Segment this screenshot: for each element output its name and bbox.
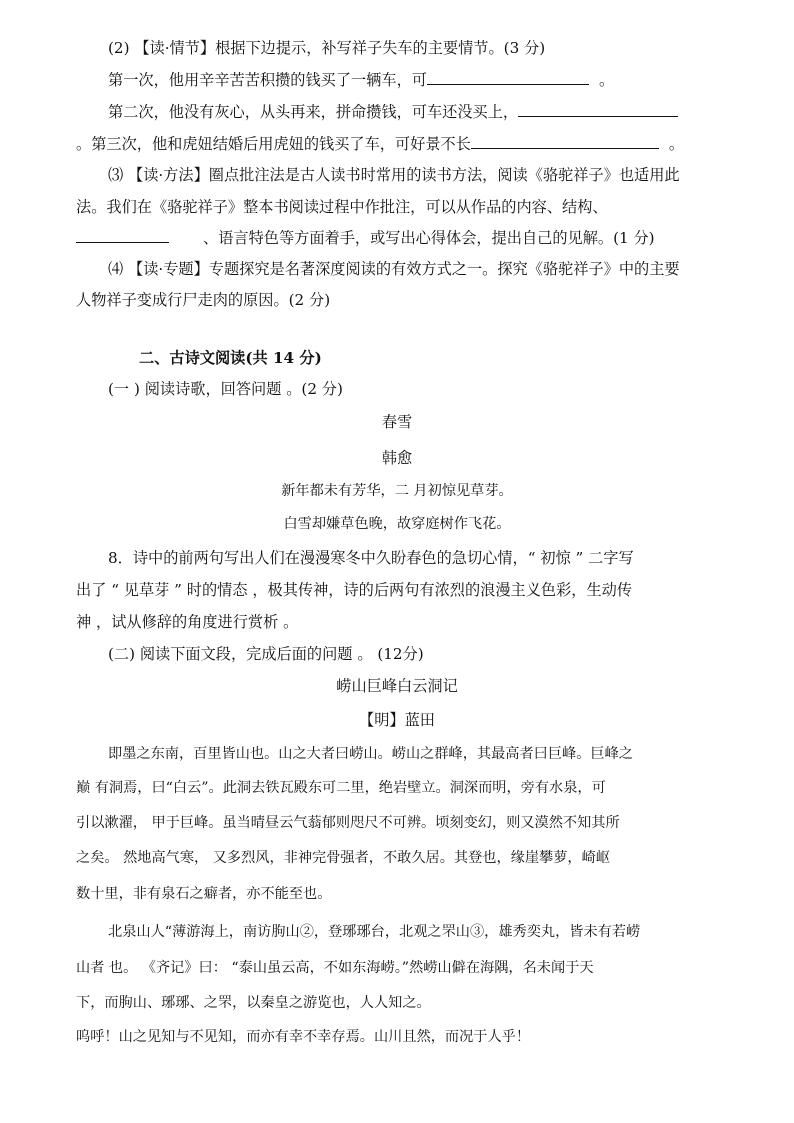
answer-blank-4[interactable] bbox=[76, 228, 169, 243]
question-2-prompt: (2) 【读·情节】根据下边提示，补写祥子失车的主要情节。(3 分) bbox=[108, 39, 546, 57]
prose-author: 【明】蓝田 bbox=[359, 711, 435, 729]
prose-p2-line-2: 山者 也。 《齐记》曰： “泰山虽云高，不如东海崂。”然崂山僻在海隅，名未闻于天 bbox=[76, 960, 594, 976]
question-3-line-3 bbox=[76, 228, 655, 248]
question-3-line-2: 法。我们在《骆驼祥子》整本书阅读过程中作批注，可以从作品的内容、结构、 bbox=[76, 198, 608, 216]
question-4-line-1: ⑷ 【读·专题】专题探究是名著深度阅读的有效方式之一。探究《骆驼祥子》中的主要 bbox=[108, 260, 680, 278]
poem-line-1: 新年都未有芳华，二 月初惊见草芽。 bbox=[281, 483, 513, 499]
hint-3-end: 。 bbox=[668, 135, 685, 153]
section-2-part-1-prompt: (一 ) 阅读诗歌，回答问题 。(2 分) bbox=[108, 380, 343, 398]
prose-p1-line-1: 即墨之东南，百里皆山也。山之大者曰崂山。崂山之群峰，其最高者曰巨峰。巨峰之 bbox=[108, 746, 633, 762]
poem-title: 春雪 bbox=[381, 413, 413, 431]
question-3-line-3-text: 、语言特色等方面着手，或写出心得体会，提出自己的见解。(1 分) bbox=[203, 229, 655, 247]
hint-1-text: 第一次，他用辛辛苦苦积攒的钱买了一辆车，可 bbox=[108, 71, 427, 89]
prose-p2-line-1: 北泉山人“薄游海上，南访朐山②，登琊琊台，北观之罘山③，雄秀奕丸，皆未有若崂 bbox=[108, 924, 641, 940]
question-8-line-2: 出了 “ 见草芽 ” 时的情态 ，极其传神，诗的后两句有浓烈的浪漫主义色彩，生动传 bbox=[76, 581, 633, 599]
prose-p2-line-3: 下，而朐山、琊琊、之罘，以秦皇之游览也，人人知之。 bbox=[76, 995, 431, 1011]
prose-p1-line-4: 之矣。 然地高气寒， 又多烈风，非神完骨强者，不敢久居。其登也，缘崖攀萝，崎岖 bbox=[76, 850, 610, 866]
hint-2-text: 第二次，他没有灰心，从头再来，拼命攒钱，可车还没买上， bbox=[108, 103, 519, 121]
question-4-line-2: 人物祥子变成行尸走肉的原因。(2 分) bbox=[76, 291, 331, 309]
question-2-hint-3 bbox=[76, 134, 684, 154]
prose-title: 崂山巨峰白云洞记 bbox=[336, 677, 458, 695]
prose-p1-line-5: 数十里，非有泉石之癖者，亦不能至也。 bbox=[76, 886, 332, 902]
poem-line-2: 白雪却嫌草色晚，故穿庭树作飞花。 bbox=[283, 516, 511, 532]
answer-blank-1[interactable] bbox=[427, 70, 589, 85]
hint-3-text: 。第三次，他和虎妞结婚后用虎妞的钱买了车，可好景不长 bbox=[76, 135, 471, 153]
question-8-line-3: 神 ，试从修辞的角度进行赏析 。 bbox=[76, 613, 299, 631]
poem-author: 韩愈 bbox=[381, 449, 413, 467]
section-2-part-2-prompt: (二) 阅读下面文段，完成后面的问题 。 (12分) bbox=[108, 645, 424, 663]
prose-p1-line-3: 引以漱濯， 甲于巨峰。虽当晴昼云气蓊郁则咫尺不可辨。顷刻变幻，则又漠然不知其所 bbox=[76, 815, 620, 831]
question-2-hint-2 bbox=[108, 102, 678, 122]
question-8-line-1: 8．诗中的前两句写出人们在漫漫寒冬中久盼春色的急切心情，“ 初惊 ” 二字写 bbox=[108, 549, 634, 567]
question-2-hint-1 bbox=[108, 70, 614, 90]
section-2-heading: 二、古诗文阅读(共 14 分) bbox=[139, 349, 322, 367]
question-3-line-1: ⑶ 【读·方法】圈点批注法是古人读书时常用的读书方法，阅读《骆驼祥子》也适用此 bbox=[108, 166, 680, 184]
hint-1-end: 。 bbox=[598, 71, 615, 89]
prose-p1-line-2: 巅 有洞焉，曰“白云”。此洞去铁瓦殿东可二里，绝岩壁立。洞深而明，旁有水泉，可 bbox=[76, 780, 606, 796]
prose-p3-line-1: 呜呼！山之见知与不见知，而亦有幸不幸存焉。山川且然，而况于人乎！ bbox=[76, 1029, 531, 1045]
answer-blank-3[interactable] bbox=[471, 134, 659, 149]
answer-blank-2[interactable] bbox=[518, 102, 678, 117]
